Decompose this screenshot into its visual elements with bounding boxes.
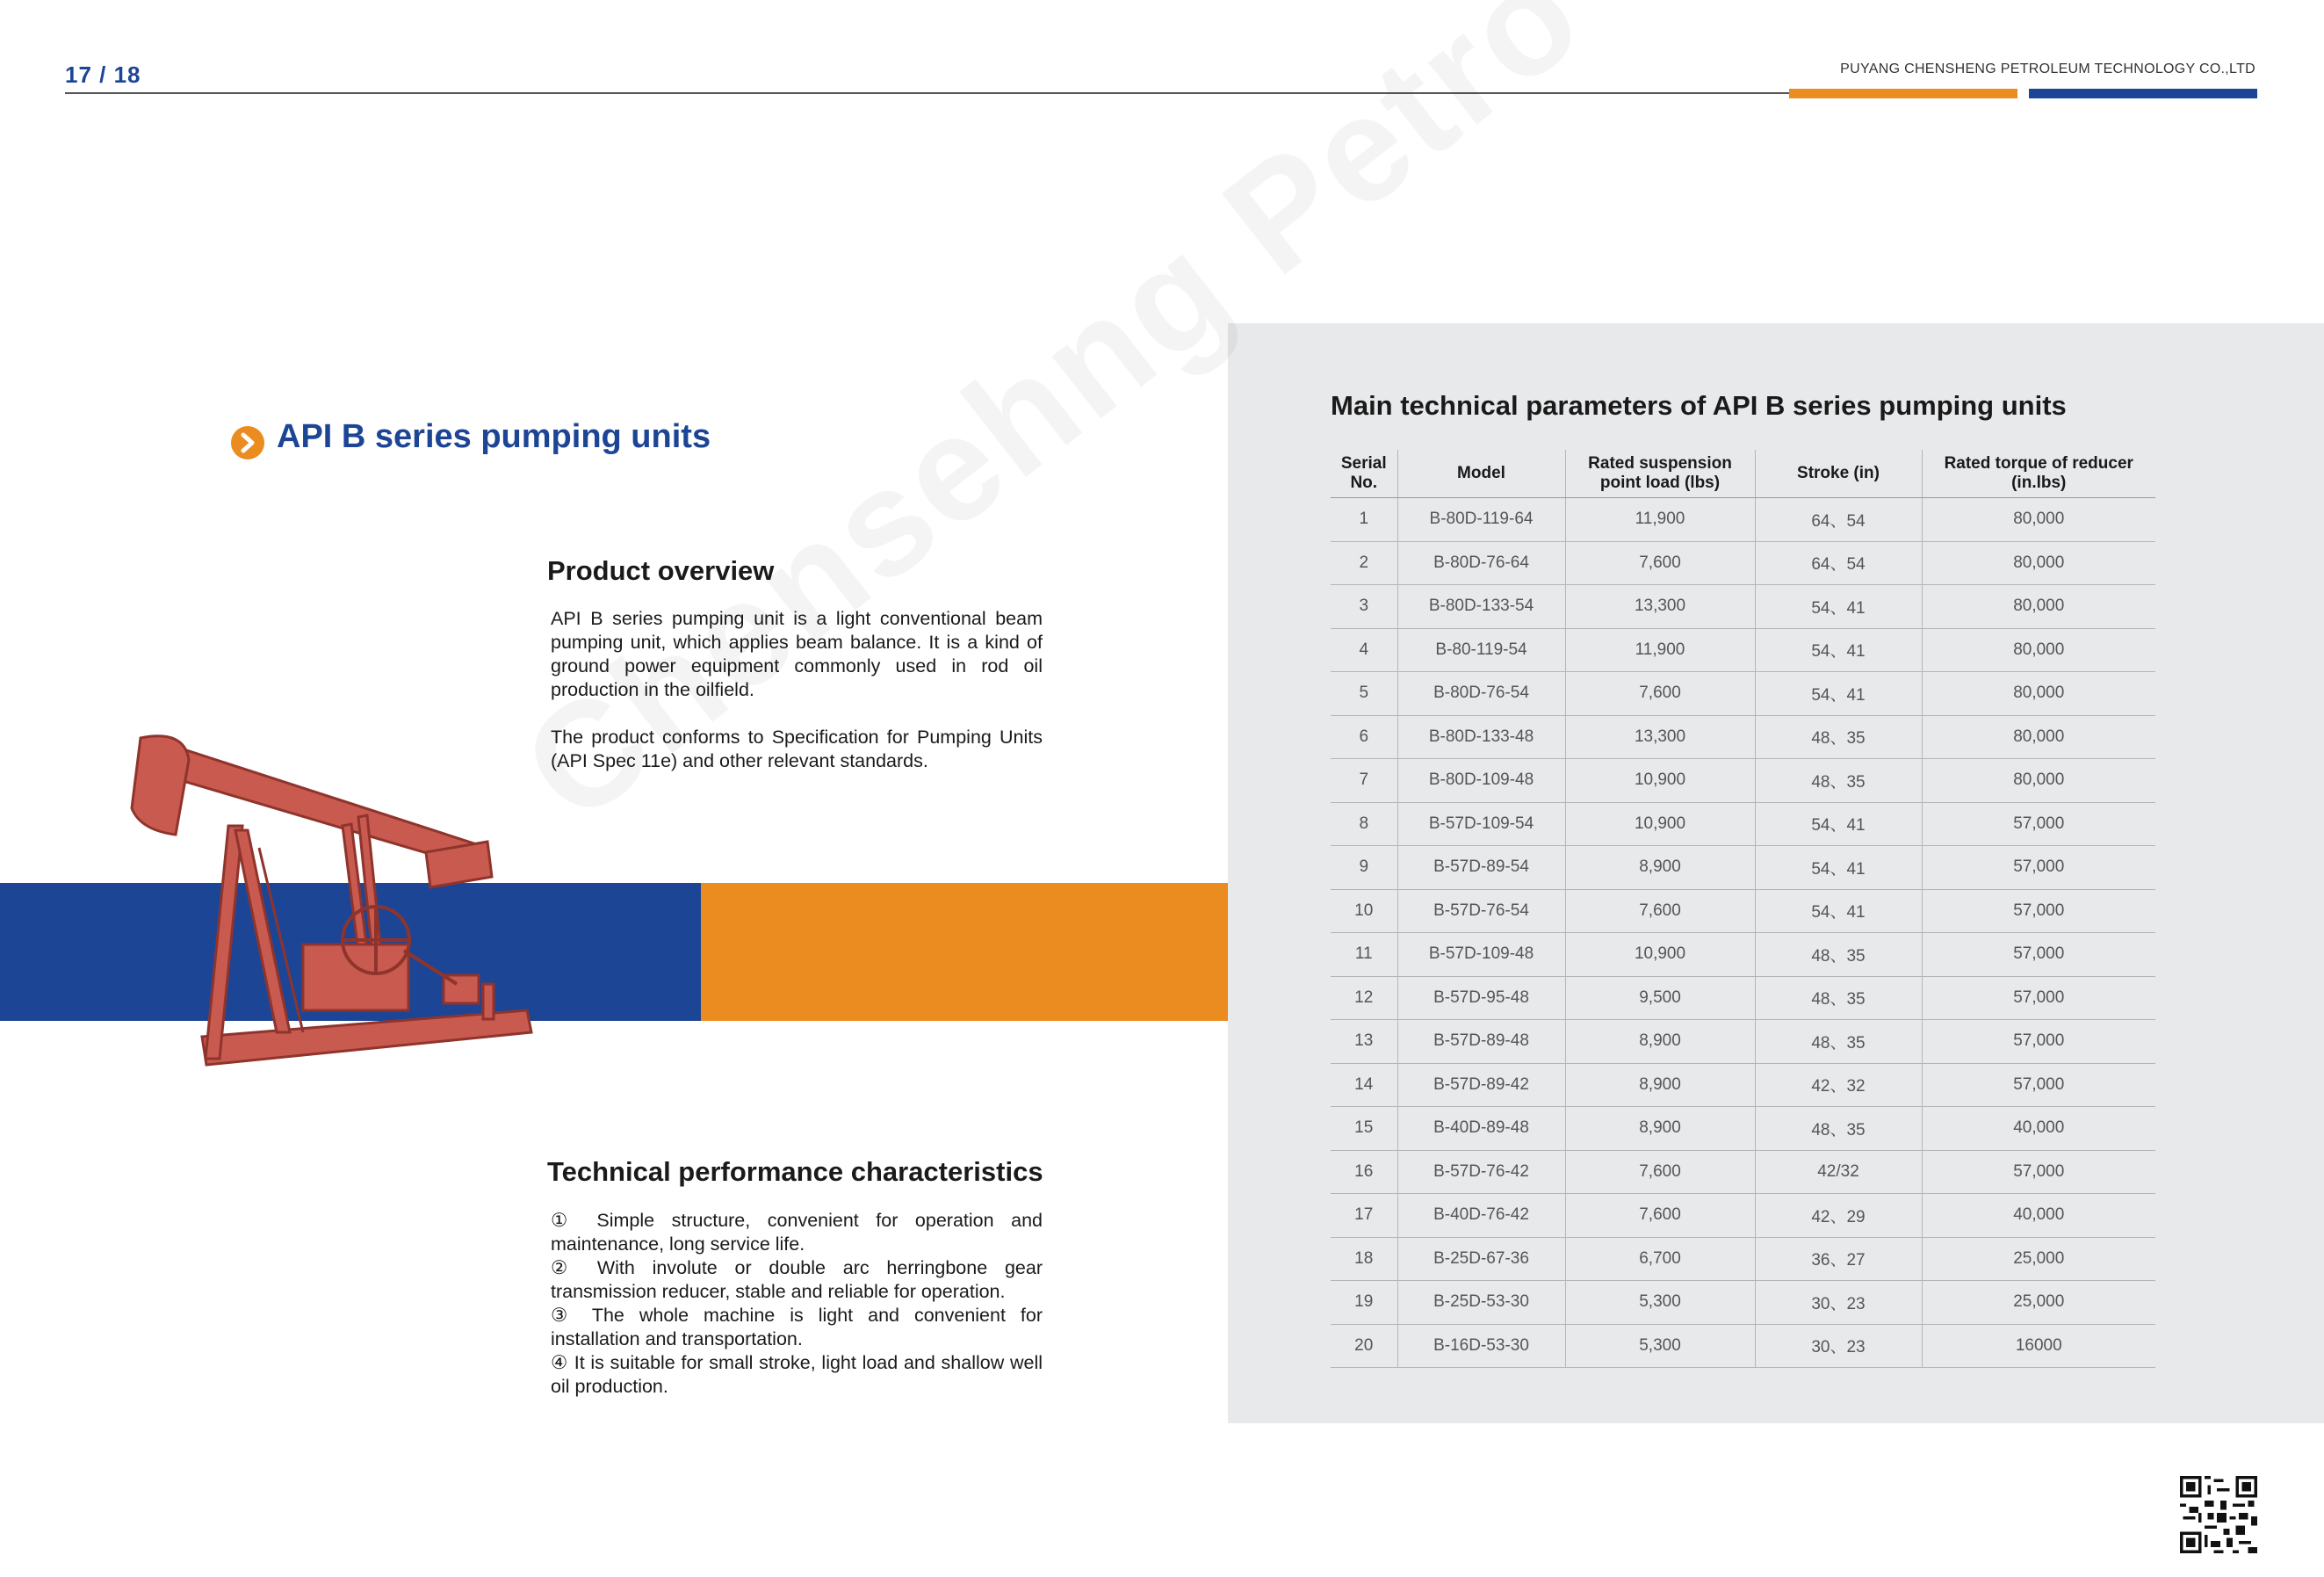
table-cell: B-16D-53-30 xyxy=(1397,1324,1565,1368)
table-cell: 48、35 xyxy=(1755,976,1922,1020)
table-cell: B-25D-53-30 xyxy=(1397,1281,1565,1325)
table-cell: 7 xyxy=(1331,759,1397,803)
table-cell: 48、35 xyxy=(1755,715,1922,759)
table-row xyxy=(1331,889,2155,933)
table-cell: 8,900 xyxy=(1565,1020,1755,1064)
table-row xyxy=(1331,715,2155,759)
table-cell: 30、23 xyxy=(1755,1281,1922,1325)
table-cell: 4 xyxy=(1331,628,1397,672)
table-cell: 57,000 xyxy=(1922,976,2155,1020)
table-cell: 2 xyxy=(1331,541,1397,585)
table-title: Main technical parameters of API B series pumping units xyxy=(1331,390,2067,421)
table-cell: 11,900 xyxy=(1565,628,1755,672)
overview-heading: Product overview xyxy=(547,555,775,586)
table-cell: 8,900 xyxy=(1565,1107,1755,1151)
table-cell: 3 xyxy=(1331,585,1397,629)
table-row xyxy=(1331,1063,2155,1107)
pumping-unit-image xyxy=(88,720,545,1081)
table-row xyxy=(1331,498,2155,542)
table-cell: 80,000 xyxy=(1922,759,2155,803)
table-cell: 10,900 xyxy=(1565,802,1755,846)
header-accent-orange xyxy=(1789,89,2017,98)
table-cell: 48、35 xyxy=(1755,1107,1922,1151)
table-cell: B-80D-76-64 xyxy=(1397,541,1565,585)
table-cell: 20 xyxy=(1331,1324,1397,1368)
column-header: Rated torque of reducer (in.lbs) xyxy=(1922,450,2155,498)
table-cell: B-57D-109-54 xyxy=(1397,802,1565,846)
table-cell: 10,900 xyxy=(1565,933,1755,977)
table-row xyxy=(1331,802,2155,846)
table-cell: 10 xyxy=(1331,889,1397,933)
table-row xyxy=(1331,628,2155,672)
table-cell: 80,000 xyxy=(1922,541,2155,585)
column-header: Serial No. xyxy=(1331,450,1397,498)
table-cell: 9,500 xyxy=(1565,976,1755,1020)
table-cell: 12 xyxy=(1331,976,1397,1020)
column-header: Rated suspension point load (lbs) xyxy=(1565,450,1755,498)
table-cell: 57,000 xyxy=(1922,846,2155,890)
overview-paragraph: API B series pumping unit is a light conventional beam pumping unit, which applies beam balance. It is a kind of ground power equipment commonly used in rod oil production in the oilfield. xyxy=(551,608,1043,700)
table-cell: 16 xyxy=(1331,1150,1397,1194)
band-orange xyxy=(701,883,1228,1021)
table-cell: 8,900 xyxy=(1565,846,1755,890)
table-cell: 5,300 xyxy=(1565,1281,1755,1325)
table-cell: B-57D-89-42 xyxy=(1397,1063,1565,1107)
table-cell: 11,900 xyxy=(1565,498,1755,542)
table-cell: 57,000 xyxy=(1922,1020,2155,1064)
table-cell: 5 xyxy=(1331,672,1397,716)
table-cell: 17 xyxy=(1331,1194,1397,1238)
table-cell: 16000 xyxy=(1922,1324,2155,1368)
table-cell: 7,600 xyxy=(1565,1194,1755,1238)
table-cell: 11 xyxy=(1331,933,1397,977)
table-cell: 48、35 xyxy=(1755,759,1922,803)
table-row xyxy=(1331,1107,2155,1151)
page-number: 17 / 18 xyxy=(65,61,141,88)
table-cell: 7,600 xyxy=(1565,672,1755,716)
table-cell: B-80D-76-54 xyxy=(1397,672,1565,716)
table-cell: 7,600 xyxy=(1565,889,1755,933)
column-header: Model xyxy=(1397,450,1565,498)
table-row xyxy=(1331,759,2155,803)
table-cell: 48、35 xyxy=(1755,933,1922,977)
table-cell: 54、41 xyxy=(1755,628,1922,672)
table-cell: 42、32 xyxy=(1755,1063,1922,1107)
table-cell: 5,300 xyxy=(1565,1324,1755,1368)
table-cell: 13,300 xyxy=(1565,715,1755,759)
table-cell: 14 xyxy=(1331,1063,1397,1107)
table-cell: 8,900 xyxy=(1565,1063,1755,1107)
table-cell: B-25D-67-36 xyxy=(1397,1237,1565,1281)
table-cell: B-57D-89-54 xyxy=(1397,846,1565,890)
table-cell: 57,000 xyxy=(1922,889,2155,933)
table-row xyxy=(1331,1324,2155,1368)
table-cell: 80,000 xyxy=(1922,672,2155,716)
company-name: PUYANG CHENSHENG PETROLEUM TECHNOLOGY CO.,LTD xyxy=(1840,61,2255,76)
qr-code xyxy=(2180,1476,2257,1553)
table-cell: B-57D-76-54 xyxy=(1397,889,1565,933)
table-cell: 30、23 xyxy=(1755,1324,1922,1368)
page-title: API B series pumping units xyxy=(277,418,711,455)
table-cell: 9 xyxy=(1331,846,1397,890)
table-cell: B-57D-89-48 xyxy=(1397,1020,1565,1064)
list-item: ④ It is suitable for small stroke, light load and shallow well oil production. xyxy=(551,1352,1043,1397)
table-row xyxy=(1331,1281,2155,1325)
table-cell: 54、41 xyxy=(1755,672,1922,716)
table-cell: 40,000 xyxy=(1922,1107,2155,1151)
table-cell: 13,300 xyxy=(1565,585,1755,629)
table-cell: 54、41 xyxy=(1755,802,1922,846)
table-cell: 1 xyxy=(1331,498,1397,542)
table-cell: 6,700 xyxy=(1565,1237,1755,1281)
table-cell: B-57D-76-42 xyxy=(1397,1150,1565,1194)
overview-paragraph: The product conforms to Specification for Pumping Units (API Spec 11e) and other relevant standards. xyxy=(551,727,1043,771)
performance-list xyxy=(551,1209,1043,1399)
table-cell: 80,000 xyxy=(1922,715,2155,759)
table-cell: 42/32 xyxy=(1755,1150,1922,1194)
table-cell: B-80D-133-54 xyxy=(1397,585,1565,629)
table-cell: 80,000 xyxy=(1922,585,2155,629)
table-cell: 13 xyxy=(1331,1020,1397,1064)
table-row xyxy=(1331,541,2155,585)
table-cell: 80,000 xyxy=(1922,628,2155,672)
table-cell: 15 xyxy=(1331,1107,1397,1151)
table-cell: 18 xyxy=(1331,1237,1397,1281)
table-row xyxy=(1331,1237,2155,1281)
table-cell: 10,900 xyxy=(1565,759,1755,803)
table-row xyxy=(1331,1020,2155,1064)
table-cell: 48、35 xyxy=(1755,1020,1922,1064)
chevron-right-icon xyxy=(230,425,265,460)
table-cell: 6 xyxy=(1331,715,1397,759)
parameters-table xyxy=(1331,450,2155,1368)
table-cell: 7,600 xyxy=(1565,541,1755,585)
table-row xyxy=(1331,1150,2155,1194)
table-cell: 8 xyxy=(1331,802,1397,846)
table-cell: 42、29 xyxy=(1755,1194,1922,1238)
table-cell: B-80D-133-48 xyxy=(1397,715,1565,759)
table-cell: 57,000 xyxy=(1922,933,2155,977)
table-cell: B-80D-109-48 xyxy=(1397,759,1565,803)
table-row xyxy=(1331,976,2155,1020)
performance-heading: Technical performance characteristics xyxy=(547,1156,1043,1187)
table-cell: 25,000 xyxy=(1922,1281,2155,1325)
table-row xyxy=(1331,585,2155,629)
header-accent-blue xyxy=(2029,89,2257,98)
table-cell: B-57D-95-48 xyxy=(1397,976,1565,1020)
table-cell: B-40D-76-42 xyxy=(1397,1194,1565,1238)
table-cell: B-40D-89-48 xyxy=(1397,1107,1565,1151)
table-cell: 36、27 xyxy=(1755,1237,1922,1281)
table-cell: B-80-119-54 xyxy=(1397,628,1565,672)
column-header: Stroke (in) xyxy=(1755,450,1922,498)
table-cell: B-57D-109-48 xyxy=(1397,933,1565,977)
table-header-row xyxy=(1331,450,2155,498)
table-cell: 57,000 xyxy=(1922,1063,2155,1107)
table-cell: 40,000 xyxy=(1922,1194,2155,1238)
table-cell: 57,000 xyxy=(1922,1150,2155,1194)
list-item: ① Simple structure, convenient for operation and maintenance, long service life. xyxy=(551,1210,1043,1255)
table-cell: 64、54 xyxy=(1755,541,1922,585)
table-cell: 19 xyxy=(1331,1281,1397,1325)
table-body xyxy=(1331,498,2155,1368)
table-cell: B-80D-119-64 xyxy=(1397,498,1565,542)
table-row xyxy=(1331,846,2155,890)
list-item: ③ The whole machine is light and convenient for installation and transportation. xyxy=(551,1305,1043,1349)
table-cell: 25,000 xyxy=(1922,1237,2155,1281)
table-cell: 7,600 xyxy=(1565,1150,1755,1194)
table-cell: 80,000 xyxy=(1922,498,2155,542)
table-row xyxy=(1331,933,2155,977)
table-row xyxy=(1331,672,2155,716)
list-item: ② With involute or double arc herringbone gear transmission reducer, stable and reliable for operation. xyxy=(551,1257,1043,1302)
table-cell: 54、41 xyxy=(1755,846,1922,890)
table-cell: 54、41 xyxy=(1755,889,1922,933)
table-row xyxy=(1331,1194,2155,1238)
table-cell: 54、41 xyxy=(1755,585,1922,629)
table-cell: 64、54 xyxy=(1755,498,1922,542)
table-cell: 57,000 xyxy=(1922,802,2155,846)
